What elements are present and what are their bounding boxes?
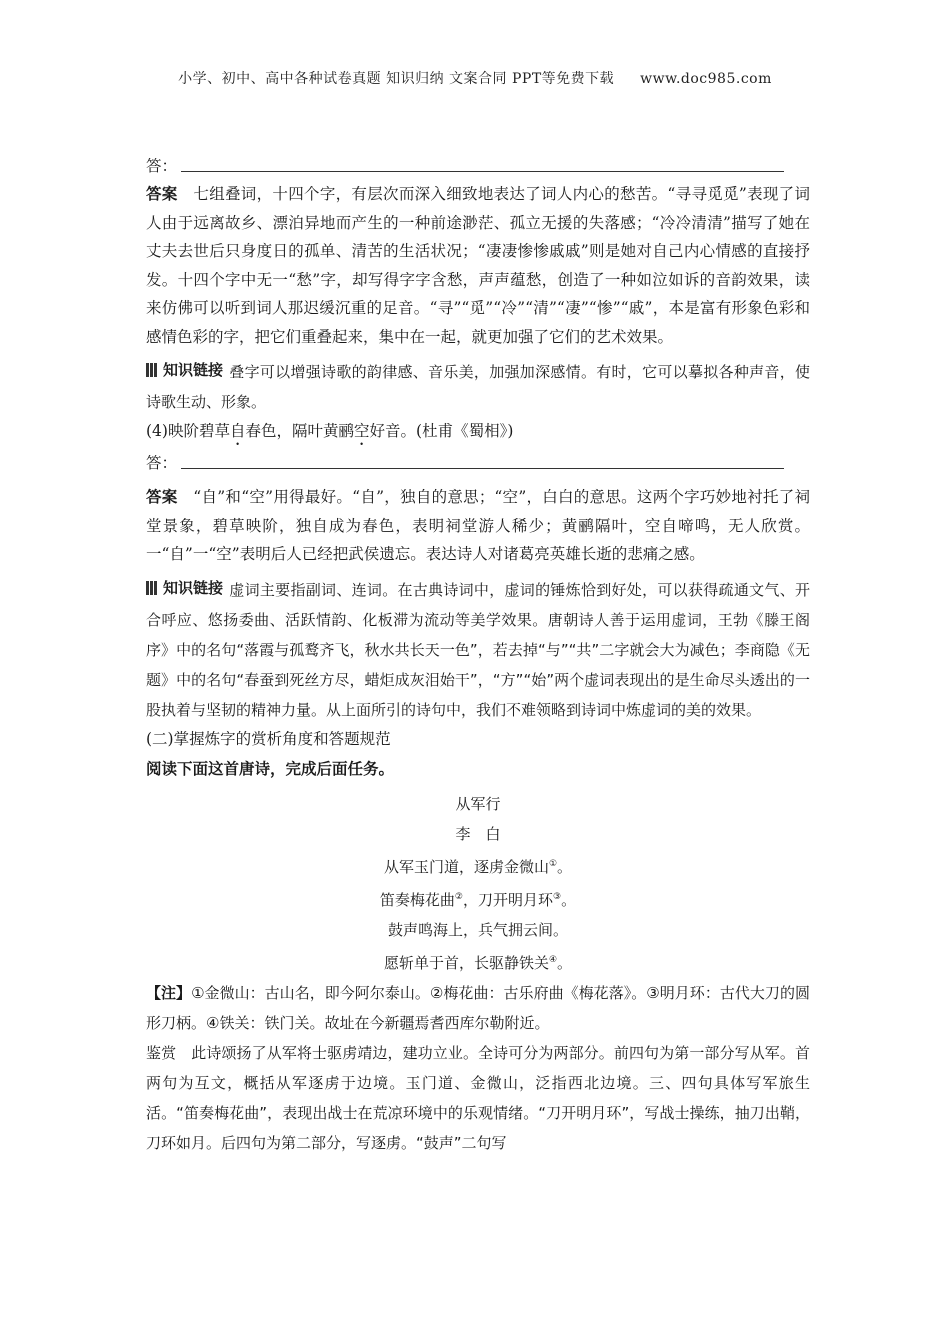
poem [146,789,810,978]
question-4: (4)映阶碧草自春色，隔叶黄鹂空好音。(杜甫《蜀相》) [146,422,514,440]
answer-4 [146,483,810,569]
poem-line: 从军玉门道，逐虏金微山①。 [383,857,573,876]
poem-line: 鼓声鸣海上，兵气拥云间。 [387,920,569,939]
appreciation [146,1038,810,1158]
poem-line: 愿斩单于首，长驱静铁关④。 [383,953,573,972]
poem-line: 笛奏梅花曲②，刀开明月环③。 [379,890,577,909]
poem-author: 李 白 [455,824,501,843]
page-header [0,68,950,88]
header-site[interactable]: www.doc985.com [640,71,772,87]
answer-blank[interactable] [181,468,784,469]
poem-title: 从军行 [455,794,501,813]
answer-label: 答案 [146,185,178,203]
answer-blank[interactable] [181,171,784,172]
bar-icon [146,581,158,595]
bar-icon [146,363,158,377]
knowledge-link-tag: 知识链接 [146,573,223,603]
answer-text: 七组叠词，十四个字，有层次而深入细致地表达了词人内心的愁苦。“寻寻觅觅”表现了词人由于远离故乡、漂泊异地而产生的一种前途渺茫、孤立无援的失落感；“冷冷清清”描写了她在丈夫去世后只身度日的孤单、清苦的生活状况；“凄凄惨惨戚戚”则是她对自己内心情感的直接抒发。十四个字中无一“愁”字，却写得字字含愁，声声蕴愁，创造了一种如泣如诉的音韵效果，读来仿佛可以听到词人那迟缓沉重的足音。“寻”“觅”“冷”“清”“凄”“惨”“戚”，本是富有形象色彩和感情色彩的字，把它们重叠起来，集中在一起，就更加强了它们的艺术效果。 [146,185,810,346]
task-instruction: 阅读下面这首唐诗，完成后面任务。 [146,759,395,778]
section-heading: (二)掌握炼字的赏析角度和答题规范 [146,729,391,748]
knowledge-link-text: 虚词主要指副词、连词。在古典诗词中，虚词的锤炼恰到好处，可以获得疏通文气、开合呼应、悠扬委曲、活跃情韵、化板滞为流动等美学效果。唐朝诗人善于运用虚词，王勃《滕王阁序》中的名句“落霞与孤鹜齐飞，秋水共长天一色”，若去掉“与”“共”二字就会大为减色；李商隐《无题》中的名句“春蚕到死丝方尽，蜡炬成灰泪始干”，“方”“始”两个虚词表现出的是生命尽头透出的一股执着与坚韧的精神力量。从上面所引的诗句中，我们不难领略到诗词中炼虚词的美的效果。 [146,580,810,719]
answer-text: “自”和“空”用得最好。“自”，独自的意思；“空”，白白的意思。这两个字巧妙地衬托了祠堂景象，碧草映阶，独自成为春色，表明祠堂游人稀少；黄鹂隔叶，空自啼鸣，无人欣赏。一“自”一“空”表明后人已经把武侯遗忘。表达诗人对诸葛亮英雄长逝的悲痛之感。 [146,488,810,563]
appreciation-label: 鉴赏 [146,1043,177,1062]
knowledge-link-3 [146,355,810,417]
appreciation-text: 此诗颂扬了从军将士驱虏靖边，建功立业。全诗可分为两部分。前四句为第一部分写从军。首两句为互文，概括从军逐虏于边境。玉门道、金微山，泛指西北边境。三、四句具体写军旅生活。“笛奏梅花曲”，表现出战士在荒凉环境中的乐观情绪。“刀开明月环”，写战士操练，抽刀出鞘，刀环如月。后四句为第二部分，写逐虏。“鼓声”二句写 [146,1043,810,1152]
header-text: 小学、初中、高中各种试卷真题 知识归纳 文案合同 PPT等免费下载 [178,71,615,87]
knowledge-link-text: 叠字可以增强诗歌的韵律感、音乐美，加强加深感情。有时，它可以摹拟各种声音，使诗歌生动、形象。 [146,363,810,411]
answer-line-4 [146,449,810,477]
poem-notes [146,978,810,1038]
answer-3 [146,180,810,351]
document-body [146,152,810,1158]
answer-line-3 [146,152,810,180]
notes-label: 【注】 [146,983,192,1002]
knowledge-link-tag: 知识链接 [146,355,223,385]
knowledge-link-4 [146,573,810,725]
notes-text: ①金微山：古山名，即今阿尔泰山。②梅花曲：古乐府曲《梅花落》。③明月环：古代大刀的圆形刀柄。④铁关：铁门关。故址在今新疆焉耆西库尔勒附近。 [146,983,810,1032]
answer-prompt: 答： [146,454,178,472]
answer-prompt: 答： [146,157,178,175]
answer-label: 答案 [146,488,178,506]
